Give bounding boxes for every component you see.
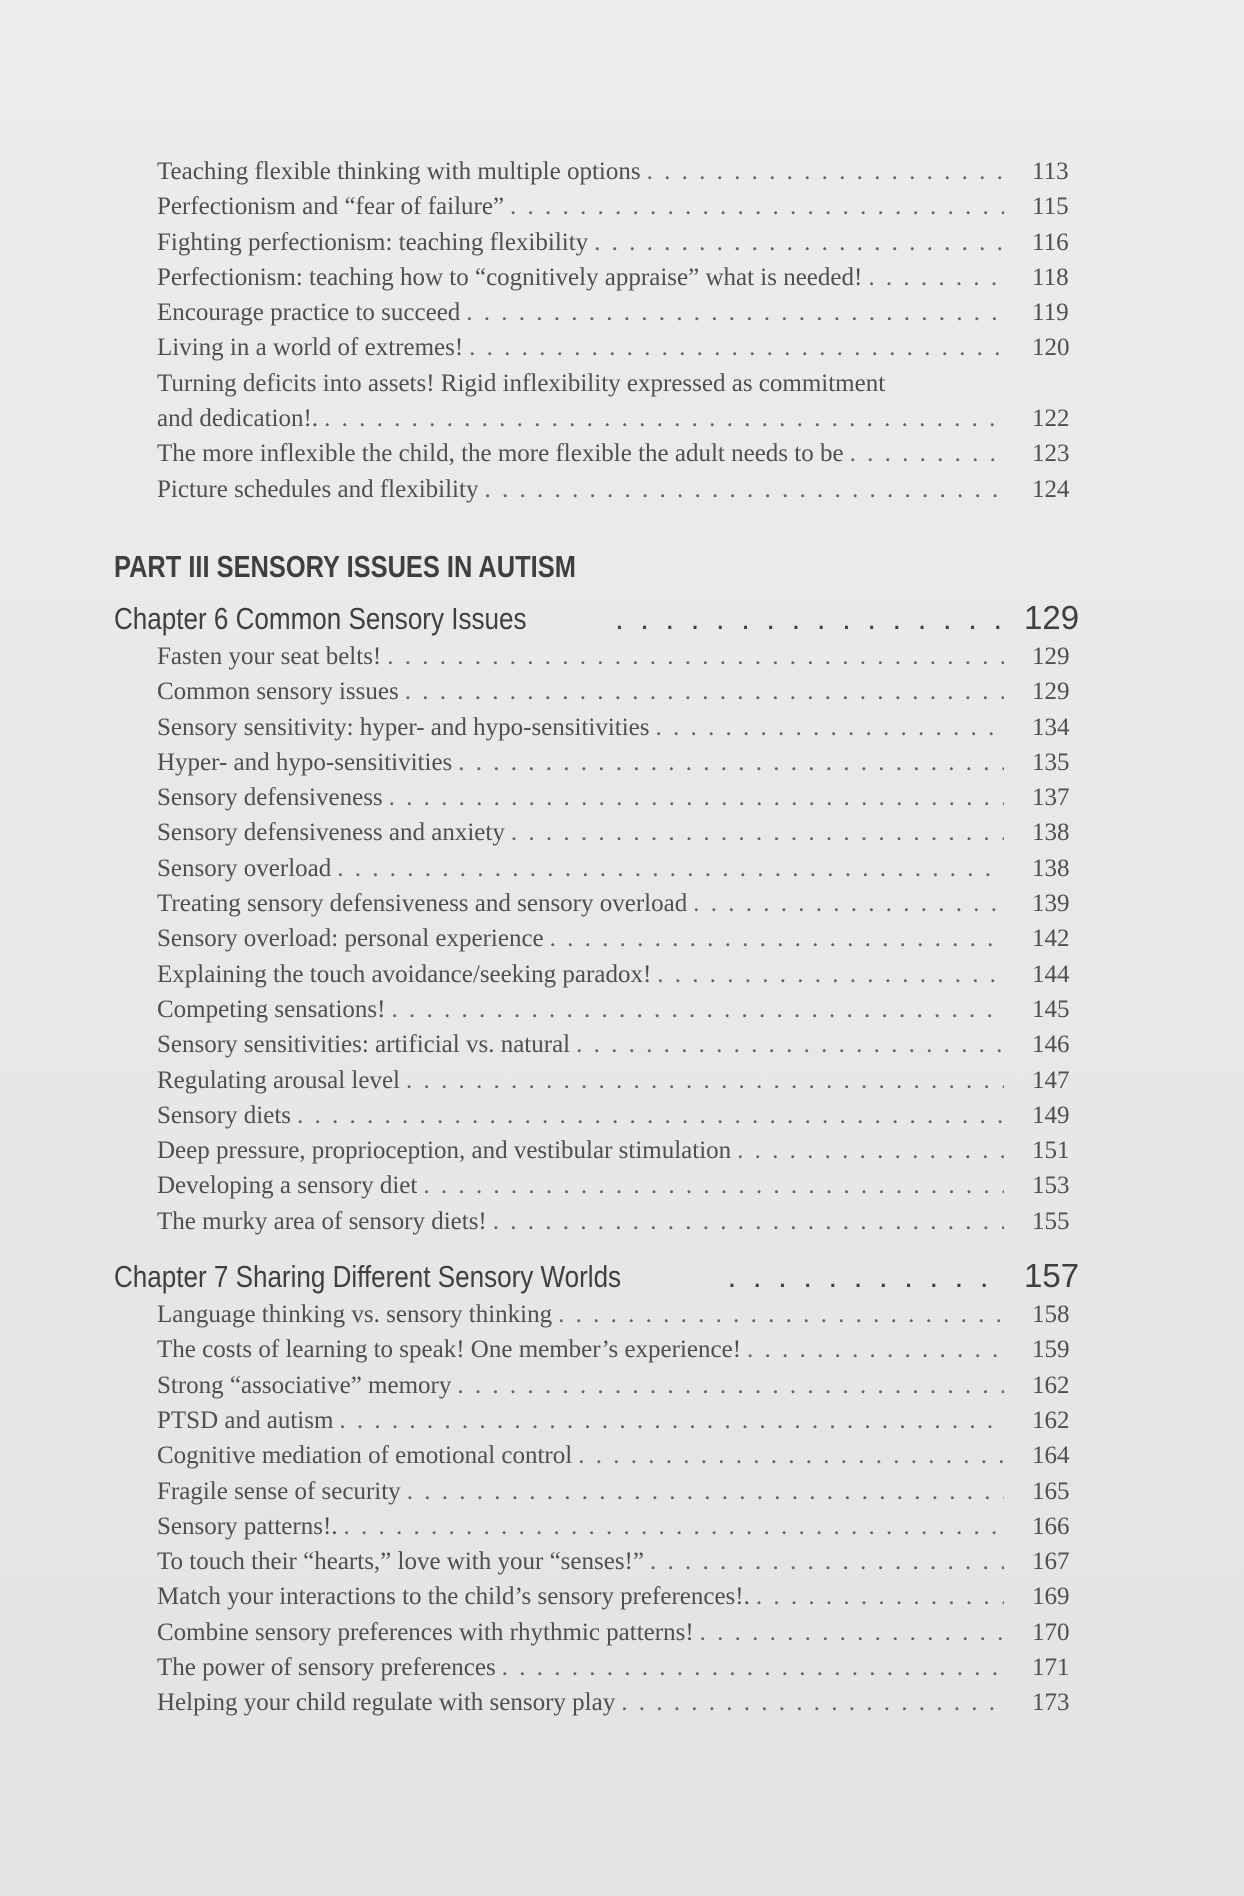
dot-leader — [387, 643, 1004, 671]
toc-entry — [114, 890, 1084, 925]
entry-page-number: 138 — [1032, 854, 1070, 882]
dot-leader — [466, 299, 1004, 327]
entry-title: and dedication!. — [157, 405, 319, 433]
toc-entry — [114, 1583, 1084, 1618]
dot-leader — [868, 264, 1004, 292]
entry-title: Turning deficits into assets! Rigid inflexibility expressed as commitment — [157, 369, 886, 397]
toc-entry — [114, 370, 1084, 405]
toc-entry — [114, 1301, 1084, 1336]
dot-leader — [657, 961, 1004, 989]
entry-page-number: 153 — [1032, 1172, 1070, 1200]
dot-leader — [850, 440, 1004, 468]
entry-title: Fighting perfectionism: teaching flexibility — [157, 228, 589, 256]
chapter-page-number: 157 — [1024, 1257, 1080, 1295]
toc-entry — [114, 749, 1084, 784]
toc-entry — [114, 158, 1084, 193]
entry-title: The more inflexible the child, the more flexible the adult needs to be — [157, 440, 844, 468]
toc-entry — [114, 229, 1084, 264]
entry-page-number: 169 — [1032, 1583, 1070, 1611]
dot-leader — [391, 996, 1004, 1024]
toc-entry — [114, 678, 1084, 713]
entry-page-number: 159 — [1032, 1336, 1070, 1364]
toc-entry — [114, 1407, 1084, 1442]
entry-title: Sensory defensiveness — [157, 784, 383, 812]
chapter-page-number: 129 — [1024, 598, 1080, 636]
entry-title: Developing a sensory diet — [157, 1172, 418, 1200]
entry-title: Regulating arousal level — [157, 1066, 400, 1094]
dot-leader — [550, 925, 1004, 953]
dot-leader — [728, 1259, 1000, 1295]
entry-title: Explaining the touch avoidance/seeking paradox! — [157, 960, 652, 988]
entry-title: PTSD and autism — [157, 1406, 334, 1434]
toc-entry — [114, 961, 1084, 996]
entry-page-number: 134 — [1032, 713, 1070, 741]
entry-title: Picture schedules and flexibility — [157, 475, 479, 503]
toc-entry — [114, 855, 1084, 890]
dot-leader — [647, 158, 1004, 186]
entry-title: Encourage practice to succeed — [157, 299, 461, 327]
toc-entry — [114, 193, 1084, 228]
dot-leader — [337, 855, 1004, 883]
entry-page-number: 137 — [1032, 784, 1070, 812]
chapter-title: Chapter 7 Sharing Different Sensory Worlds — [114, 1259, 622, 1295]
toc-entry — [114, 1689, 1084, 1724]
toc-entry — [114, 1208, 1084, 1243]
dot-leader — [650, 1548, 1004, 1576]
entry-title: Helping your child regulate with sensory play — [157, 1689, 616, 1717]
toc-entry — [114, 1172, 1084, 1207]
entry-page-number: 158 — [1032, 1301, 1070, 1329]
entry-title: Cognitive mediation of emotional control — [157, 1442, 573, 1470]
dot-leader — [511, 819, 1004, 847]
entry-page-number: 144 — [1032, 960, 1070, 988]
entry-page-number: 162 — [1032, 1371, 1070, 1399]
toc-entry — [114, 819, 1084, 854]
entry-page-number: 118 — [1032, 263, 1069, 291]
toc-entry — [114, 476, 1084, 511]
dot-leader — [407, 1478, 1004, 1506]
entry-page-number: 129 — [1032, 678, 1070, 706]
dot-leader — [756, 1583, 1004, 1611]
entry-title: Perfectionism and “fear of failure” — [157, 193, 505, 221]
toc-entry — [114, 299, 1084, 334]
entry-page-number: 171 — [1032, 1653, 1070, 1681]
entry-title: Sensory patterns!. — [157, 1512, 338, 1540]
entry-title: Strong “associative” memory — [157, 1371, 452, 1399]
dot-leader — [406, 1067, 1004, 1095]
entry-title: Perfectionism: teaching how to “cognitively appraise” what is needed! — [157, 263, 863, 291]
entry-page-number: 115 — [1032, 193, 1069, 221]
dot-leader — [615, 601, 1000, 637]
entry-title: Sensory overload — [157, 854, 332, 882]
dot-leader — [389, 784, 1004, 812]
toc-entry — [114, 334, 1084, 369]
entry-page-number: 119 — [1032, 299, 1069, 327]
dot-leader — [621, 1689, 1004, 1717]
dot-leader — [578, 1442, 1004, 1470]
dot-leader — [339, 1407, 1004, 1435]
entry-page-number: 147 — [1032, 1066, 1070, 1094]
entry-page-number: 139 — [1032, 890, 1070, 918]
dot-leader — [747, 1336, 1004, 1364]
dot-leader — [656, 714, 1004, 742]
entry-title: Sensory diets — [157, 1101, 292, 1129]
toc-entry — [114, 1478, 1084, 1513]
toc-entry — [114, 1442, 1084, 1477]
toc-entry — [114, 1336, 1084, 1371]
entry-page-number: 135 — [1032, 748, 1070, 776]
toc-entry — [114, 440, 1084, 475]
dot-leader — [458, 749, 1004, 777]
entry-title: Treating sensory defensiveness and sensory overload — [157, 890, 688, 918]
entry-title: The costs of learning to speak! One member’s experience! — [157, 1336, 742, 1364]
spacer — [114, 1243, 1084, 1257]
dot-leader — [737, 1137, 1004, 1165]
toc-entry — [114, 1619, 1084, 1654]
entry-title: The power of sensory preferences — [157, 1653, 496, 1681]
entry-title: Fasten your seat belts! — [157, 642, 382, 670]
entry-page-number: 145 — [1032, 995, 1070, 1023]
entry-page-number: 124 — [1032, 475, 1070, 503]
chapter-title: Chapter 6 Common Sensory Issues — [114, 600, 527, 636]
entry-page-number: 122 — [1032, 405, 1070, 433]
toc-entry — [114, 264, 1084, 299]
dot-leader — [457, 1372, 1004, 1400]
entry-page-number: 113 — [1032, 158, 1069, 185]
toc-entry — [114, 1548, 1084, 1583]
entry-title: Competing sensations! — [157, 995, 386, 1023]
toc-entry — [114, 1137, 1084, 1172]
entry-page-number: 149 — [1032, 1101, 1070, 1129]
dot-leader — [510, 193, 1004, 221]
entry-title: Language thinking vs. sensory thinking — [157, 1301, 553, 1329]
toc-entry — [114, 1031, 1084, 1066]
entry-title: Sensory overload: personal experience — [157, 925, 544, 953]
entry-title: Hyper- and hypo-sensitivities — [157, 748, 453, 776]
dot-leader — [324, 405, 1004, 433]
dot-leader — [423, 1172, 1004, 1200]
chapter-heading — [114, 599, 1084, 643]
toc-entry — [114, 784, 1084, 819]
entry-title: Fragile sense of security — [157, 1477, 401, 1505]
dot-leader — [493, 1208, 1004, 1236]
chapter-heading — [114, 1257, 1084, 1301]
entry-page-number: 142 — [1032, 925, 1070, 953]
entry-title: Combine sensory preferences with rhythmic patterns! — [157, 1618, 694, 1646]
dot-leader — [594, 229, 1004, 257]
dot-leader — [693, 890, 1004, 918]
dot-leader — [344, 1513, 1004, 1541]
entry-page-number: 167 — [1032, 1548, 1070, 1576]
entry-title: Common sensory issues — [157, 678, 399, 706]
dot-leader — [405, 678, 1004, 706]
entry-title: Deep pressure, proprioception, and vestibular stimulation — [157, 1137, 732, 1165]
toc-entry — [114, 1372, 1084, 1407]
dot-leader — [502, 1654, 1004, 1682]
toc-entry — [114, 1513, 1084, 1548]
entry-page-number: 123 — [1032, 440, 1070, 468]
toc-entry — [114, 405, 1084, 440]
dot-leader — [297, 1102, 1004, 1130]
part-heading: PART III SENSORY ISSUES IN AUTISM — [114, 548, 576, 584]
entry-title: Match your interactions to the child’s sensory preferences!. — [157, 1583, 750, 1611]
entry-page-number: 120 — [1032, 334, 1070, 362]
entry-page-number: 173 — [1032, 1689, 1070, 1717]
entry-title: The murky area of sensory diets! — [157, 1207, 487, 1235]
entry-page-number: 170 — [1032, 1618, 1070, 1646]
toc-entry — [114, 1102, 1084, 1137]
entry-title: To touch their “hearts,” love with your “senses!” — [157, 1548, 644, 1576]
entry-title: Living in a world of extremes! — [157, 334, 464, 362]
toc-entry — [114, 925, 1084, 960]
toc-entry — [114, 1654, 1084, 1689]
entry-page-number: 116 — [1032, 228, 1069, 256]
entry-page-number: 162 — [1032, 1406, 1070, 1434]
toc-entry — [114, 996, 1084, 1031]
dot-leader — [700, 1619, 1004, 1647]
entry-page-number: 166 — [1032, 1512, 1070, 1540]
dot-leader — [469, 334, 1004, 362]
toc-entry — [114, 1067, 1084, 1102]
entry-page-number: 164 — [1032, 1442, 1070, 1470]
entry-page-number: 146 — [1032, 1031, 1070, 1059]
entry-page-number: 165 — [1032, 1477, 1070, 1505]
entry-title: Teaching flexible thinking with multiple options — [157, 158, 641, 185]
table-of-contents — [114, 158, 1084, 1725]
entry-page-number: 151 — [1032, 1137, 1070, 1165]
entry-title: Sensory defensiveness and anxiety — [157, 819, 505, 847]
dot-leader — [558, 1301, 1004, 1329]
dot-leader — [484, 476, 1004, 504]
entry-title: Sensory sensitivities: artificial vs. natural — [157, 1031, 571, 1059]
toc-entry — [114, 714, 1084, 749]
entry-page-number: 138 — [1032, 819, 1070, 847]
dot-leader — [576, 1031, 1004, 1059]
entry-page-number: 155 — [1032, 1207, 1070, 1235]
entry-page-number: 129 — [1032, 642, 1070, 670]
entry-title: Sensory sensitivity: hyper- and hypo-sensitivities — [157, 713, 650, 741]
toc-entry — [114, 643, 1084, 678]
